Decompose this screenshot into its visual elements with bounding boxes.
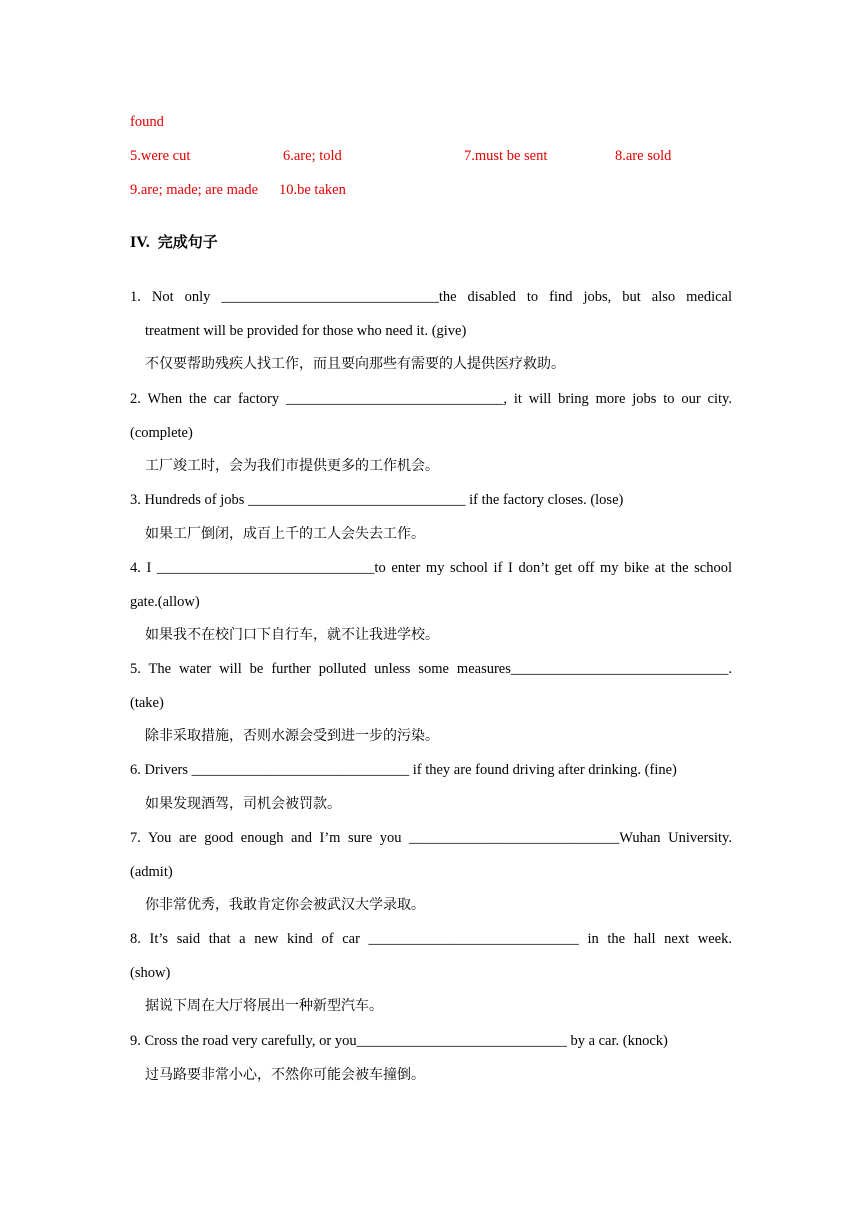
item-8-translation: 据说下周在大厅将展出一种新型汽车。 [145,998,383,1014]
item-9-line-1: 9. Cross the road very carefully, or you_____________________________ by a car. (knock) [130,1033,668,1049]
item-8-line-2: (show) [130,965,171,981]
item-3-line-1: 3. Hundreds of jobs ______________________________ if the factory closes. (lose) [130,492,624,508]
answer-7: 7.must be sent [464,148,548,164]
item-1-line-1: 1. Not only ______________________________the disabled to find jobs, but also medical [130,289,732,305]
answer-6: 6.are; told [283,148,342,164]
answer-5: 5.were cut [130,148,191,164]
item-4-line-1: 4. I ______________________________to enter my school if I don’t get off my bike at the school [130,560,732,576]
item-5-line-1: 5. The water will be further polluted unless some measures______________________________. [130,661,732,677]
section-heading-number: IV. [130,234,150,251]
section-heading-title: 完成句子 [157,233,218,251]
item-2-line-1: 2. When the car factory ______________________________, it will bring more jobs to our city. [130,391,732,407]
section-heading [130,235,218,251]
item-6-translation: 如果发现酒驾，司机会被罚款。 [145,796,341,812]
item-3-translation: 如果工厂倒闭，成百上千的工人会失去工作。 [145,526,425,542]
answer-9: 9.are; made; are made [130,182,259,198]
item-8-line-1: 8. It’s said that a new kind of car _____________________________ in the hall next week. [130,931,732,947]
item-5-line-2: (take) [130,695,164,711]
item-7-translation: 你非常优秀，我敢肯定你会被武汉大学录取。 [145,897,425,913]
answer-8: 8.are sold [615,148,672,164]
item-1-line-2: treatment will be provided for those who need it. (give) [145,323,467,339]
item-2-line-2: (complete) [130,425,193,441]
item-7-line-2: (admit) [130,864,173,880]
item-9-translation: 过马路要非常小心，不然你可能会被车撞倒。 [145,1067,425,1083]
item-6-line-1: 6. Drivers ______________________________ if they are found driving after drinking. (fine) [130,762,677,778]
item-5-translation: 除非采取措施，否则水源会受到进一步的污染。 [145,728,439,744]
item-1-translation: 不仅要帮助残疾人找工作，而且要向那些有需要的人提供医疗救助。 [145,356,565,372]
item-2-translation: 工厂竣工时，会为我们市提供更多的工作机会。 [145,458,439,474]
item-4-line-2: gate.(allow) [130,594,200,610]
item-4-translation: 如果我不在校门口下自行车，就不让我进学校。 [145,627,439,643]
item-7-line-1: 7. You are good enough and I’m sure you _____________________________Wuhan University. [130,830,732,846]
answer-10: 10.be taken [279,182,346,198]
answer-line-found: found [130,114,164,130]
